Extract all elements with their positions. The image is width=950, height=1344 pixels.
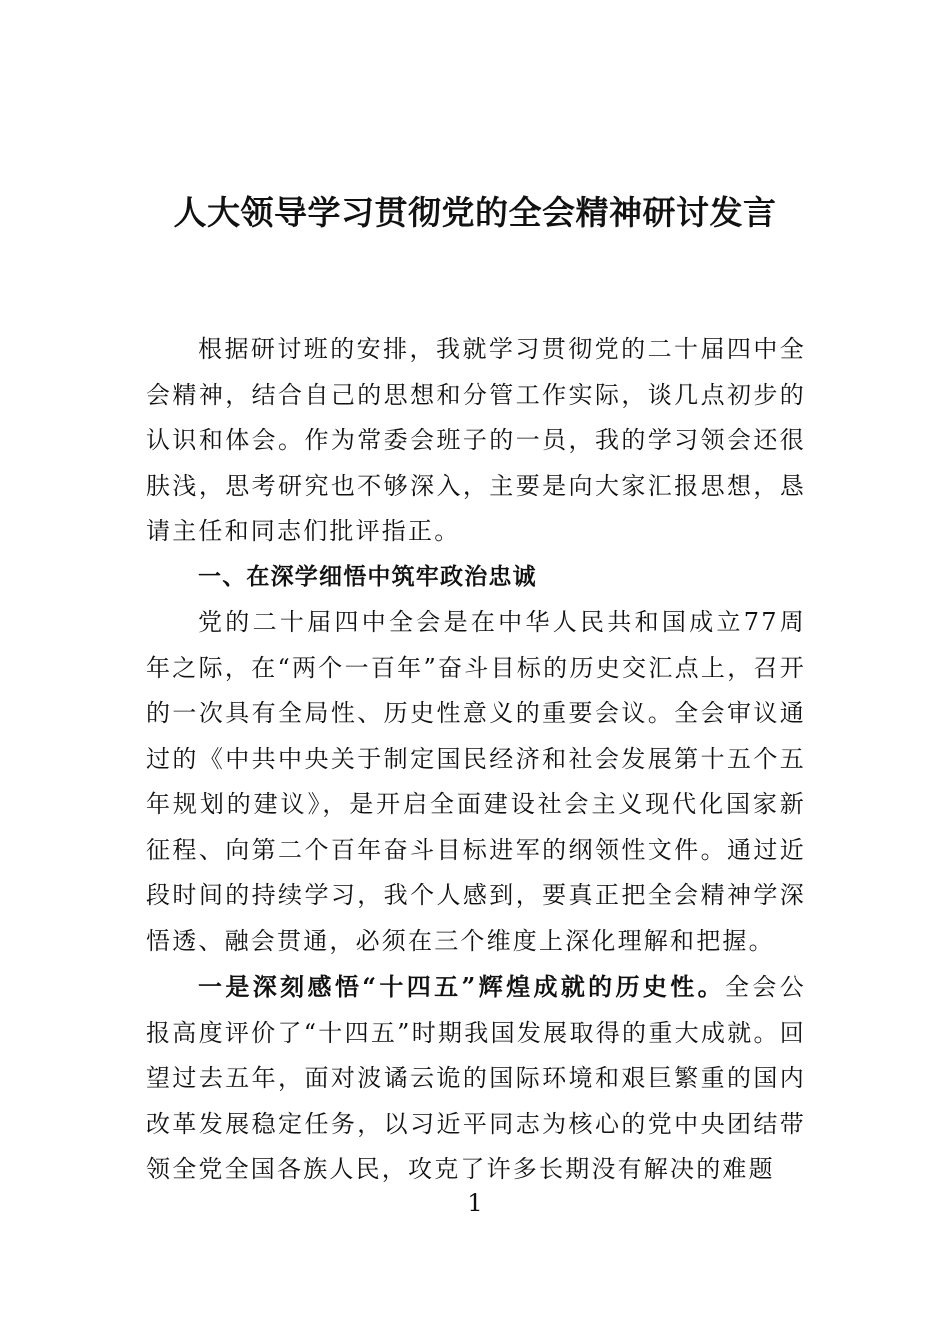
section-heading: 一、在深学细悟中筑牢政治忠诚 <box>198 563 537 590</box>
intro-paragraph: 根据研讨班的安排，我就学习贯彻党的二十届四中全会精神，结合自己的思想和分管工作实际，谈几点初步的认识和体会。作为常委会班子的一员，我的学习领会还很肤浅，思考研究也不够深入，主要是向大家汇报思想，恳请主任和同志们批评指正。 <box>146 335 806 545</box>
point-body-text: 全会公报高度评价了“十四五”时期我国发展取得的重大成就。回望过去五年，面对波谲云诡的国际环境和艰巨繁重的国内改革发展稳定任务，以习近平同志为核心的党中央团结带领全党全国各族人民，攻克了许多长期没有解决的难题 <box>146 973 806 1183</box>
point-paragraph <box>146 964 806 1193</box>
point-lead-text: 一是深刻感悟“十四五”辉煌成就的历史性。 <box>198 972 726 1001</box>
document-body <box>146 327 806 1193</box>
page-number: 1 <box>467 1189 483 1217</box>
section-paragraph: 党的二十届四中全会是在中华人民共和国成立77周年之际，在“两个一百年”奋斗目标的历史交汇点上，召开的一次具有全局性、历史性意义的重要会议。全会审议通过的《中共中央关于制定国民经济和社会发展第十五个五年规划的建议》，是开启全面建设社会主义现代化国家新征程、向第二个百年奋斗目标进军的纲领性文件。通过近段时间的持续学习，我个人感到，要真正把全会精神学深悟透、融会贯通，必须在三个维度上深化理解和把握。 <box>146 608 806 955</box>
document-title: 人大领导学习贯彻党的全会精神研讨发言 <box>173 193 777 232</box>
